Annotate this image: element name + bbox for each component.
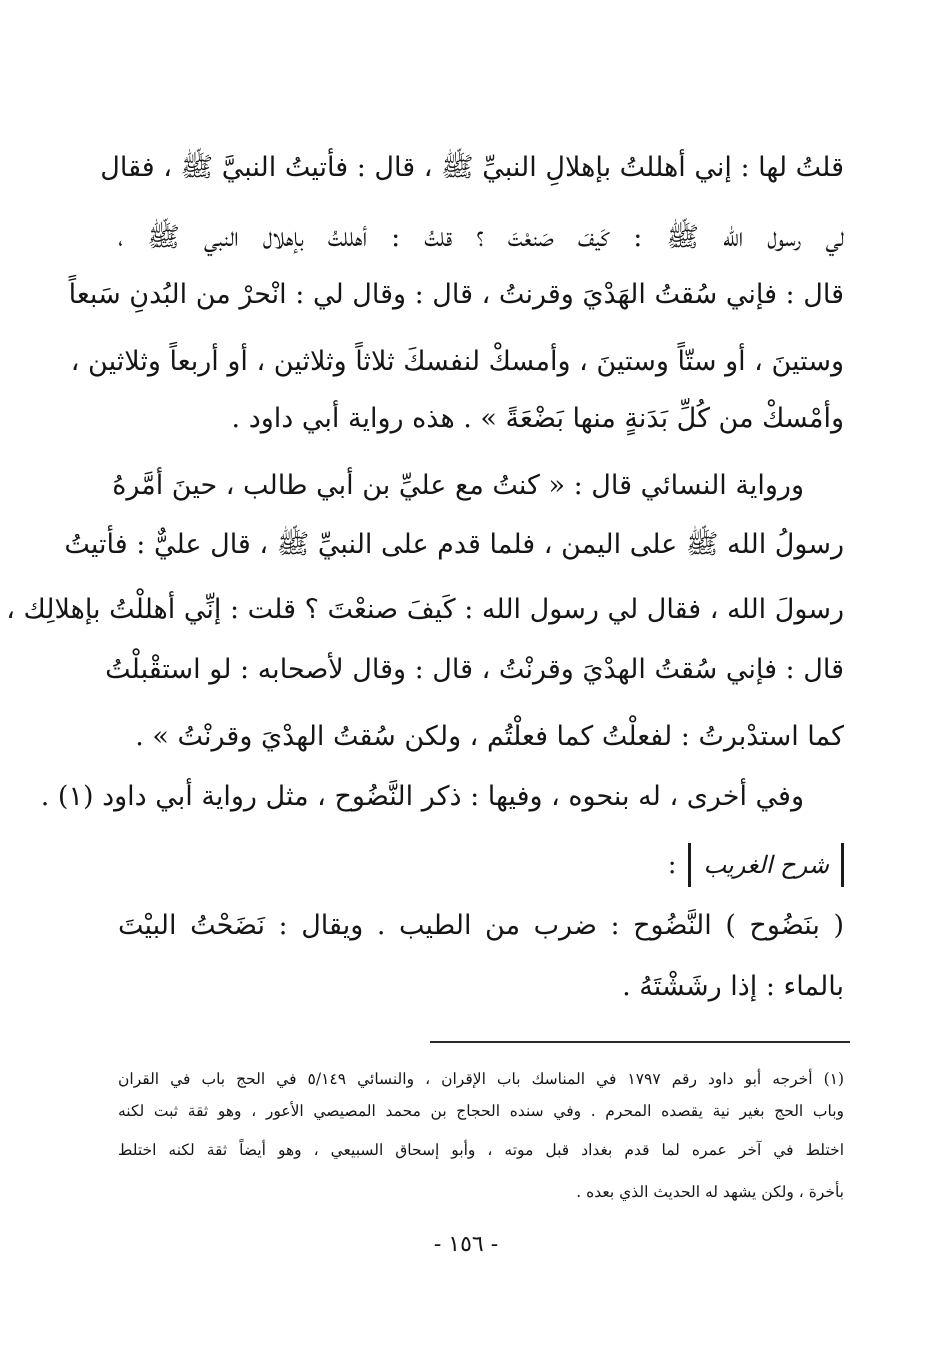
- body-line-4: وستينَ ، أو ستّاً وستينَ ، وأمسكْ لنفسكَ ثلاثاً وثلاثين ، أو أربعاً وثلاثين ،: [70, 346, 844, 377]
- body-line-10: كما استدْبرتُ : لفعلْتُ كما فعلْتُم ، ولكن سُقتُ الهدْيَ وقرنْتُ » .: [135, 721, 844, 752]
- body-line-5: وأمْسكْ من كُلِّ بَدَنةٍ منها بَضْعَةً » . هذه رواية أبي داود .: [231, 403, 844, 434]
- section-heading-colon: :: [667, 850, 677, 880]
- body-line-3: قال : فإني سُقتُ الهَدْيَ وقرنتُ ، قال : وقال لي : انْحرْ من البُدنِ سَبعاً: [68, 279, 844, 310]
- footnote-line-2: وباب الحج بغير نية يقصده المحرم . وفي سنده الحجاج بن محمد المصيصي الأعور ، وهو ثقة ثبت لكنه: [118, 1102, 844, 1120]
- page-number: - ١٥٦ -: [433, 1232, 499, 1257]
- footnote-line-4: بأخرة ، ولكن يشهد له الحديث الذي بعده .: [576, 1183, 844, 1201]
- footnote-separator: [430, 1041, 850, 1043]
- footnote-line-3: اختلط في آخر عمره لما قدم بغداد قبل موته ، وأبو إسحاق السبيعي ، وهو أيضاً ثقة لكنه اختلط: [118, 1141, 844, 1159]
- body-line-8: رسولَ الله ، فقال لي رسول الله : كَيفَ صنعْتَ ؟ قلت : إنِّي أهللْتُ بإهلالِك ،: [6, 594, 844, 625]
- bracket-left-bar: [841, 843, 844, 887]
- body-line-7: رسولُ الله ﷺ على اليمن ، فلما قدم على النبيِّ ﷺ ، قال عليٌّ : فأتيتُ: [64, 529, 844, 560]
- body-line-2: لي رسول الله ﷺ : كَيفَ صَنعْتَ ؟ قلتُ : أهللتُ بإهلال النبي ﷺ ،: [118, 222, 844, 253]
- bracket-right-bar: [688, 843, 691, 887]
- body-line-1: قلتُ لها : إني أهللتُ بإهلالِ النبيِّ ﷺ ، قال : فأتيتُ النبيَّ ﷺ ، فقال: [100, 152, 844, 183]
- footnote-line-1: (١) أخرجه أبو داود رقم ١٧٩٧ في المناسك باب الإقران ، والنسائي ٥/١٤٩ في الحج باب في القران: [118, 1070, 845, 1088]
- section-heading: [668, 840, 844, 890]
- section-heading-title: شرح الغريب: [703, 851, 829, 879]
- body-line-11: وفي أخرى ، له بنحوه ، وفيها : ذكر النَّضُوح ، مثل رواية أبي داود (١) .: [40, 781, 804, 812]
- gloss-line-2: بالماء : إذا رشَشْتَهُ .: [622, 971, 844, 1002]
- body-line-6: ورواية النسائي قال : « كنتُ مع عليِّ بن أبي طالب ، حينَ أمَّرهُ: [112, 470, 804, 501]
- body-line-9: قال : فإني سُقتُ الهدْيَ وقرنْتُ ، قال : وقال لأصحابه : لو استقْبلْتُ: [105, 654, 844, 685]
- gloss-line-1: ( بنَضُوح ) النَّضُوح : ضرب من الطيب . ويقال : نَضَحْتُ البيْتَ: [118, 910, 844, 941]
